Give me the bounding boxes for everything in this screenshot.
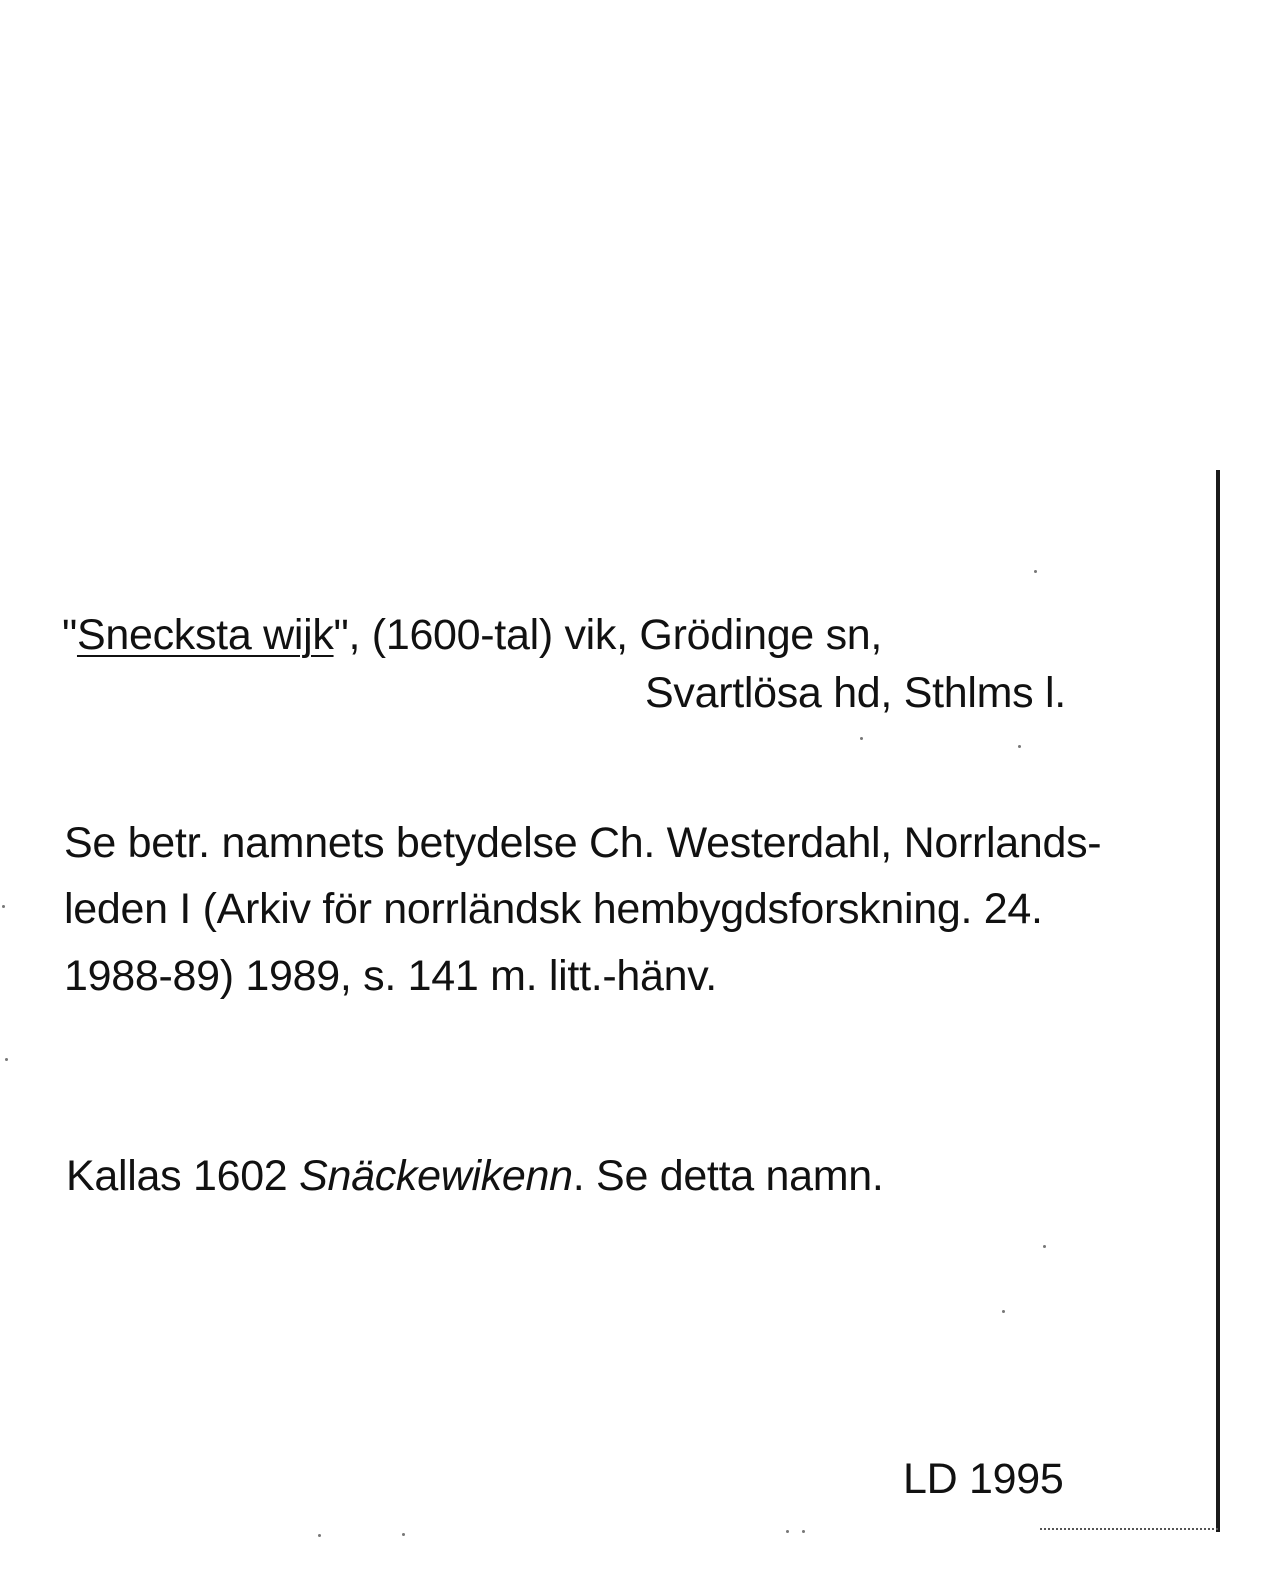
- entry-line-2: Svartlösa hd, Sthlms l.: [645, 669, 1066, 717]
- scan-speck: [1002, 1310, 1005, 1313]
- scan-speck: [1034, 570, 1037, 573]
- card-right-border: [1216, 470, 1220, 1532]
- reference-line-1: Se betr. namnets betydelse Ch. Westerdahl, Norrlands-: [64, 819, 1102, 867]
- scan-speck: [786, 1530, 789, 1533]
- open-quote: ": [62, 611, 77, 659]
- scan-speck: [1018, 745, 1021, 748]
- entry-line-1-rest: ", (1600-tal) vik, Grödinge sn,: [333, 611, 883, 659]
- entry-line-1: [62, 611, 883, 659]
- scan-speck: [5, 1058, 8, 1061]
- scan-speck: [1043, 1245, 1046, 1248]
- reference-line-3: 1988-89) 1989, s. 141 m. litt.-hänv.: [64, 952, 717, 1000]
- reference-line-2: leden I (Arkiv för norrländsk hembygdsforskning. 24.: [64, 885, 1043, 933]
- scan-speck: [2, 905, 5, 908]
- headword: Snecksta wijk: [76, 611, 334, 659]
- scan-speck: [802, 1530, 805, 1533]
- note-italic-name: Snäckewikenn: [299, 1152, 573, 1200]
- note-prefix: Kallas 1602: [66, 1152, 300, 1200]
- scan-speck: [860, 737, 863, 740]
- signature: LD 1995: [903, 1455, 1064, 1503]
- scan-speck: [318, 1534, 321, 1537]
- note-line: [66, 1152, 884, 1200]
- card-bottom-dotted-edge: [1040, 1528, 1218, 1530]
- scan-speck: [402, 1533, 405, 1536]
- note-suffix: . Se detta namn.: [572, 1152, 884, 1200]
